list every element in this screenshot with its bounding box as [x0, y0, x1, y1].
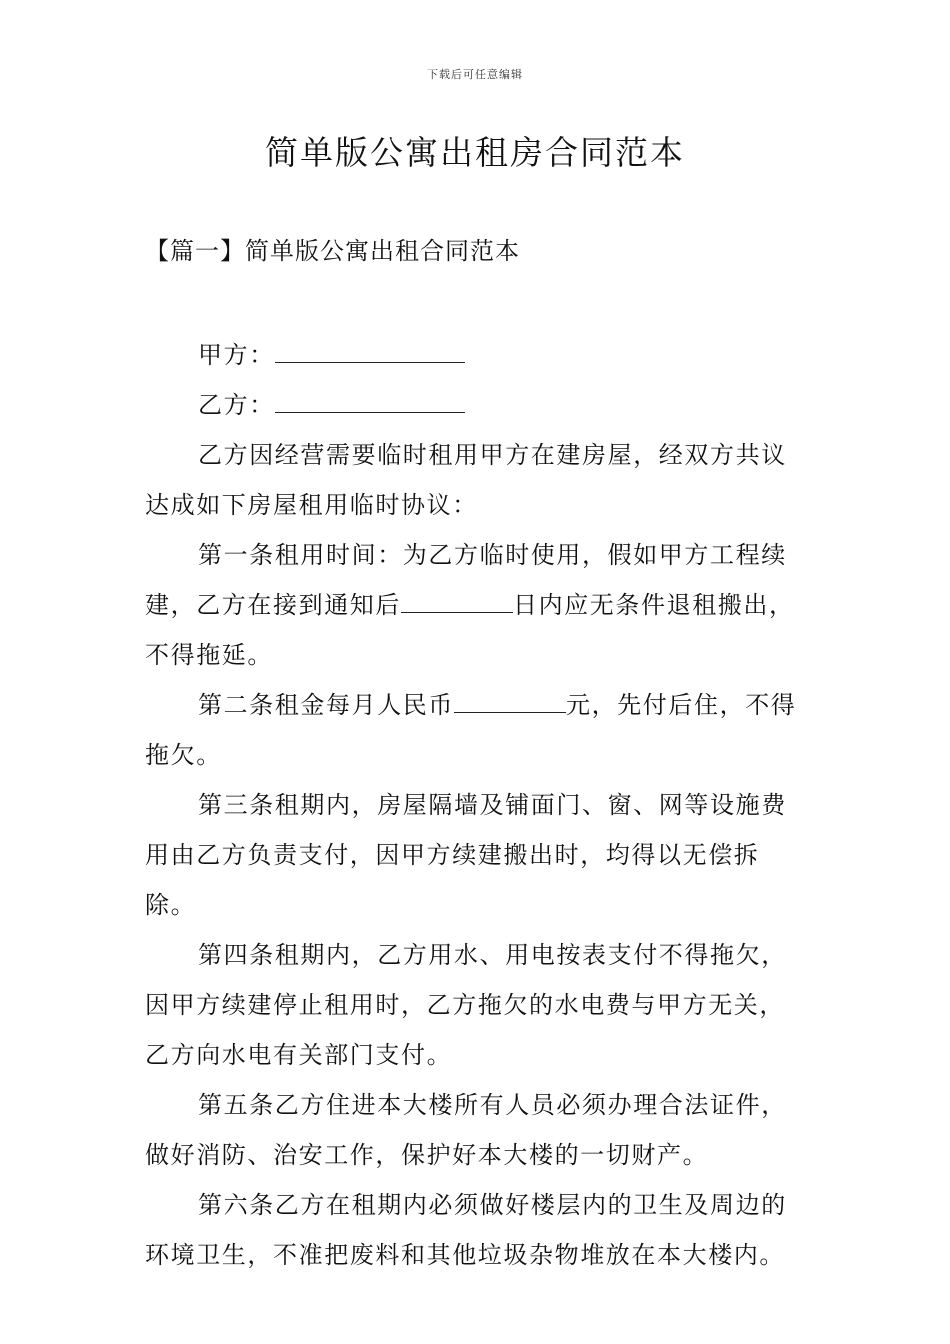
- clause-3: 第三条租期内，房屋隔墙及铺面门、窗、网等设施费用由乙方负责支付，因甲方续建搬出时，均得以无偿拆除。: [145, 791, 787, 919]
- clause-2-text-after: 元，先付后住，不得拖欠。: [145, 691, 797, 769]
- party-b-line: [145, 380, 810, 430]
- header-note: 下载后可任意编辑: [427, 68, 523, 81]
- party-a-label: 甲方：: [198, 341, 275, 369]
- clause-5: 第五条乙方住进本大楼所有人员必须办理合法证件，做好消防、治安工作，保护好本大楼的一切财产。: [145, 1091, 787, 1169]
- clause-1-text-after: 日内应无条件退租搬出，不得拖延。: [145, 591, 795, 669]
- clause-1-text-before: 第一条租用时间：为乙方临时使用，假如甲方工程续建，乙方在接到通知后: [145, 541, 787, 619]
- contract-body: [145, 330, 810, 1280]
- clause-2: [145, 680, 810, 780]
- clause-1: [145, 530, 810, 680]
- party-a-blank: [275, 340, 465, 363]
- clause-6: 第六条乙方在租期内必须做好楼层内的卫生及周边的环境卫生，不准把废料和其他垃圾杂物堆放在本大楼内。: [145, 1191, 787, 1269]
- days-blank: [401, 590, 513, 613]
- document-title: 简单版公寓出租房合同范本: [265, 133, 685, 172]
- party-b-label: 乙方：: [198, 391, 275, 419]
- party-b-blank: [275, 390, 465, 413]
- section-heading: 【篇一】简单版公寓出租合同范本: [145, 237, 520, 265]
- rent-amount-blank: [454, 690, 566, 713]
- party-a-line: [145, 330, 810, 380]
- clause-2-text-before: 第二条租金每月人民币: [198, 691, 454, 719]
- clause-4: 第四条租期内，乙方用水、用电按表支付不得拖欠，因甲方续建停止租用时，乙方拖欠的水电费与甲方无关，乙方向水电有关部门支付。: [145, 941, 787, 1069]
- intro-paragraph: 乙方因经营需要临时租用甲方在建房屋，经双方共议达成如下房屋租用临时协议：: [145, 441, 787, 519]
